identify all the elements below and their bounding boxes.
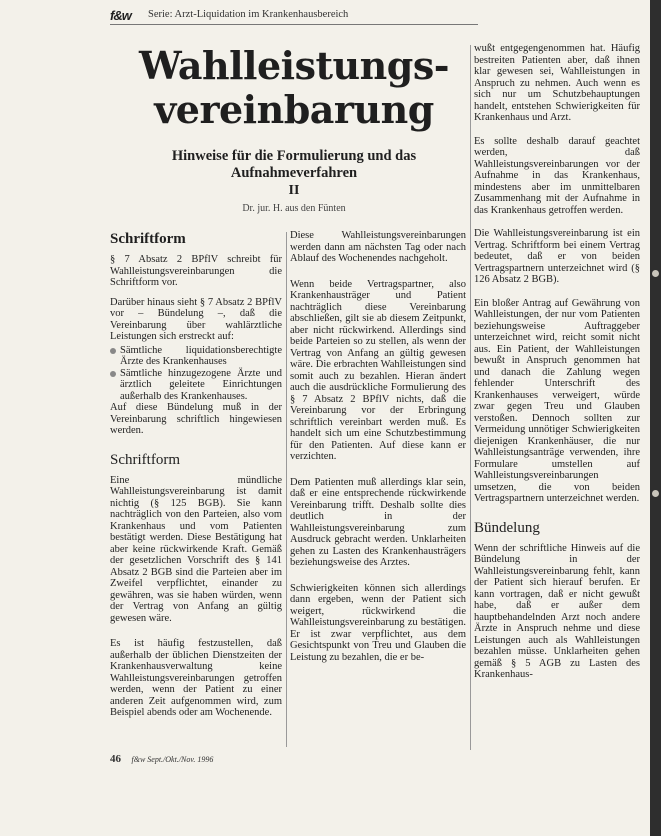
text-column-2 <box>290 230 466 671</box>
punch-hole-icon <box>652 490 659 497</box>
paragraph: Eine mündliche Wahlleistungsvereinbarung ist damit nichtig (§ 125 BGB). Sie kann nachträglich von den Parteien, also vom Krankenhaus und vom Patienten bestätigt werden. Diese Bestätigung hat aber keine rückwirkende Kraft. Gemäß der gesetzlichen Vorschrift des § 141 Absatz 2 BGB sind die Parteien aber im Zweifel verpflichtet, einander zu gewähren, was sie haben würden, wenn der Vertrag von Anfang an gültig gewesen wäre. <box>110 474 282 624</box>
part-number: II <box>288 183 300 198</box>
text-column-3 <box>474 43 640 689</box>
paragraph: Auf diese Bündelung muß in der Vereinbarung schriftlich hingewiesen werden. <box>110 402 282 436</box>
paragraph: § 7 Absatz 2 BPflV schreibt für Wahlleistungsvereinbarungen die Schriftform vor. <box>110 254 282 288</box>
title-line-2: vereinbarung <box>154 87 434 132</box>
bullet-text: Sämtliche liquidationsberechtigte Ärzte des Krankenhauses <box>120 344 282 367</box>
paragraph: Diese Wahlleistungsvereinbarungen werden dann am nächsten Tag oder nach Ablauf des Wochenendes nachgeholt. <box>290 230 466 264</box>
section-heading-schriftform-2: Schriftform <box>110 451 180 468</box>
bullet-icon <box>110 348 116 354</box>
article-title <box>118 44 470 132</box>
series-label: Serie: Arzt-Liquidation im Krankenhausbereich <box>148 9 349 20</box>
punch-hole-icon <box>652 270 659 277</box>
paragraph: wußt entgegengenommen hat. Häufig bestreiten Patienten aber, daß ihnen klar gewesen sei, Wahlleistungen in Anspruch zu nehmen. Auch wenn es sich nur um Schutzbehauptungen handelt, entstehen Schwierigkeiten für Krankenhaus und Arzt. <box>474 43 640 123</box>
title-line-1: Wahlleistungs- <box>138 43 450 88</box>
footer-source: f&w Sept./Okt./Nov. 1996 <box>131 755 214 764</box>
bullet-item <box>110 368 282 403</box>
bullet-text: Sämtliche hinzugezogene Ärzte und ärztlich geleitete Einrichtungen außerhalb des Krankenhauses. <box>120 367 282 402</box>
paragraph: Schwierigkeiten können sich allerdings dann ergeben, wenn der Patient sich weigert, rückwirkend die Wahlleistungsvereinbarung zu bestätigen. Er ist zwar verpflichtet, aus dem Gesichtspunkt von Treu und Glauben die Leistung zu bezahlen, die er be- <box>290 582 466 663</box>
paragraph: Dem Patienten muß allerdings klar sein, daß er eine entsprechende rückwirkende Vereinbarung trifft. Deshalb sollte dies deutlich in der Wahlleistungsvereinbarung zum Ausdruck gebracht werden. Unklarheiten gehen zu Lasten des Krankenhausträgers beziehungsweise des Arztes. <box>290 476 466 568</box>
bullet-item <box>110 345 282 368</box>
article-subtitle <box>118 148 470 182</box>
page-number: 46 <box>110 753 121 765</box>
paragraph: Es ist häufig festzustellen, daß außerhalb der üblichen Dienstzeiten der Krankenhausverwaltung keine Wahlleistungsvereinbarungen getroffen werden, wenn der Patient zu einer anderen Zeit aufgenommen wird, zum Beispiel abends oder am Wochenende. <box>110 638 282 718</box>
paragraph: Wenn der schriftliche Hinweis auf die Bündelung in der Wahlleistungsvereinbarung fehlt, kann der Patient sich hierauf berufen. Er kann vortragen, daß er nicht gewußt habe, daß er außer dem hauptbehandelnden Arzt noch andere Ärzte in Anspruch nehme und diese Leistungen auch als Wahlleistungen bezahlen müsse. Unklarheiten gehen gemäß § 5 AGB zu Lasten des Krankenhaus- <box>474 542 640 680</box>
section-heading-buendelung: Bündelung <box>474 519 540 536</box>
article-author: Dr. jur. H. aus den Fünten <box>242 203 346 214</box>
subtitle-line-2: Aufnahmeverfahren <box>230 165 358 181</box>
paragraph: Es sollte deshalb darauf geachtet werden, daß Wahlleistungsvereinbarungen vor der Aufnahme in das Krankenhaus, mindestens aber im unmittelbaren Zusammenhang mit der Aufnahme in das Krankenhaus getroffen werden. <box>474 135 640 216</box>
magazine-logo: f&w <box>110 8 131 23</box>
page-footer <box>110 753 213 765</box>
text-column-1 <box>110 230 282 727</box>
paragraph: Darüber hinaus sieht § 7 Absatz 2 BPflV vor – Bündelung –, daß die Vereinbarung über wahlärztliche Leistungen sich erstreckt auf: <box>110 296 282 342</box>
bullet-icon <box>110 371 116 377</box>
subtitle-line-1: Hinweise für die Formulierung und das <box>171 148 417 164</box>
paragraph: Ein bloßer Antrag auf Gewährung von Wahlleistungen, der nur vom Patienten beziehungsweise Auftraggeber unterzeichnet wird, reicht somit nicht aus. Ein Patient, der Wahlleistungen bewußt in Anspruch genommen hat und danach die Zahlung wegen fehlender Unterschrift des Krankenhauses verweigert, würde zwar gegen Treu und Glauben verstoßen. Dennoch sollten zur Vermeidung unnötiger Schwierigkeiten diejenigen Krankenhäuser, die nur Wahlleistungsanträge verwenden, ihre Formulare umstellen auf Wahlleistungsvereinbarungen umsetzen, die von beiden Vertragspartnern unterzeichnet werden. <box>474 297 640 504</box>
column-divider <box>470 45 471 750</box>
column-divider <box>286 232 287 747</box>
header-rule <box>110 24 478 25</box>
paragraph: Die Wahlleistungsvereinbarung ist ein Vertrag. Schriftform bei einem Vertrag bedeutet, daß er von beiden Vertragspartnern unterzeichnet wird (§ 126 Absatz 2 BGB). <box>474 228 640 285</box>
page-header <box>110 8 478 24</box>
paragraph: Wenn beide Vertragspartner, also Krankenhausträger und Patient nachträglich diese Vereinbarung abschließen, gilt sie ab diesem Zeitpunkt, aber nicht rückwirkend. Allerdings sind beide Parteien so zu stellen, als wenn der Vertrag von Anfang an gültig gewesen wäre. Die erbrachten Wahlleistungen sind somit auch zu bezahlen. Hieran ändert auch die ausdrückliche Formulierung des § 7 Absatz 2 BPflV nichts, daß die Vereinbarung vor der Erbringung schriftlich vereinbart werden muß. Es handelt sich um eine Schutzbestimmung für den Patienten. Auf diese kann er verzichten. <box>290 278 466 462</box>
page-gutter <box>650 0 661 836</box>
section-heading-schriftform: Schriftform <box>110 231 186 247</box>
